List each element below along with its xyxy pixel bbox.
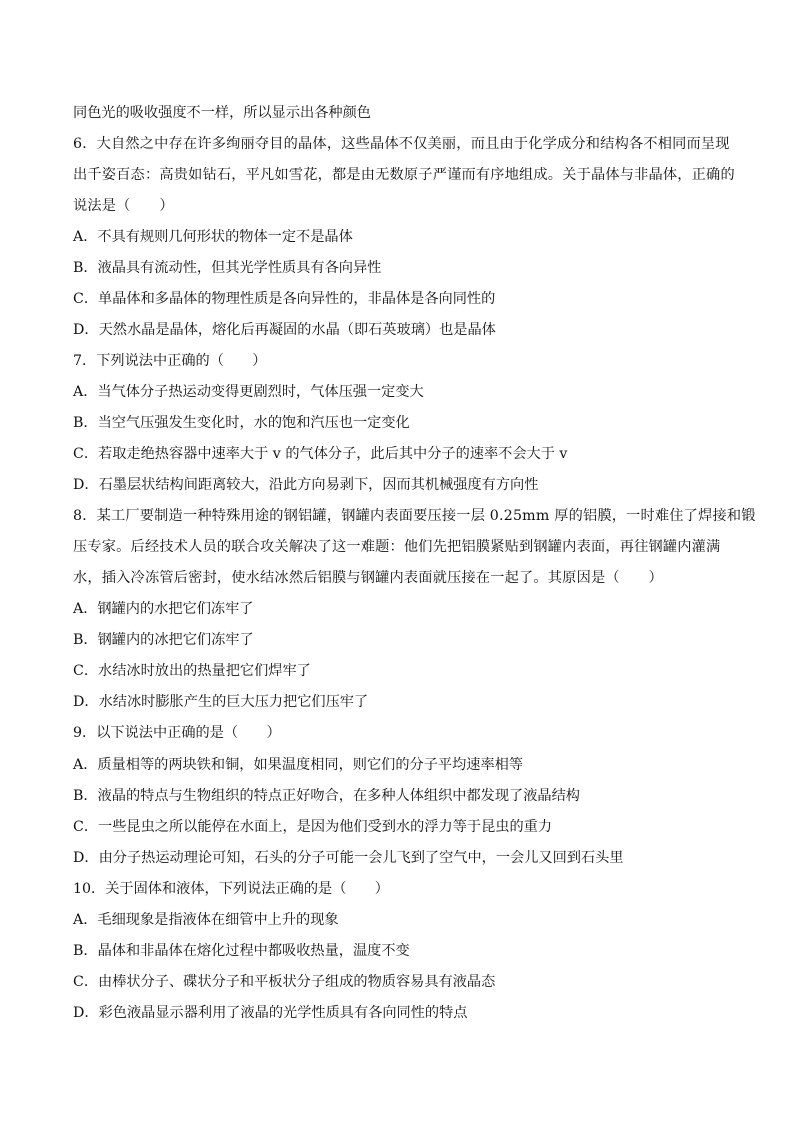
question-9-option-b: B．液晶的特点与生物组织的特点正好吻合，在多种人体组织中都发现了液晶结构 xyxy=(73,788,580,804)
question-6-stem-line-2: 出千姿百态：高贵如钻石，平凡如雪花，都是由无数原子严谨而有序地组成。关于晶体与非晶体，正确的 xyxy=(73,167,735,183)
question-6-stem-line-1: 6．大自然之中存在许多绚丽夺目的晶体，这些晶体不仅美丽，而且由于化学成分和结构各不相同而呈现 xyxy=(73,136,730,152)
question-6-option-a: A．不具有规则几何形状的物体一定不是晶体 xyxy=(73,229,353,245)
question-9-option-a: A．质量相等的两块铁和铜，如果温度相同，则它们的分子平均速率相等 xyxy=(73,757,524,773)
question-10-stem: 10．关于固体和液体，下列说法正确的是（ ） xyxy=(73,881,389,897)
question-7-option-d: D．石墨层状结构间距离较大，沿此方向易剥下，因而其机械强度有方向性 xyxy=(73,477,539,493)
question-7-option-b: B．当空气压强发生变化时，水的饱和汽压也一定变化 xyxy=(73,415,410,431)
question-10-option-a: A．毛细现象是指液体在细管中上升的现象 xyxy=(73,912,339,928)
question-9-option-d: D．由分子热运动理论可知，石头的分子可能一会儿飞到了空气中，一会儿又回到石头里 xyxy=(73,850,624,866)
question-8-option-a: A．钢罐内的水把它们冻牢了 xyxy=(73,601,254,617)
question-6-option-d: D．天然水晶是晶体，熔化后再凝固的水晶（即石英玻璃）也是晶体 xyxy=(73,322,496,338)
question-10-option-d: D．彩色液晶显示器利用了液晶的光学性质具有各向同性的特点 xyxy=(73,1005,468,1021)
intro-line: 同色光的吸收强度不一样，所以显示出各种颜色 xyxy=(73,105,371,121)
question-6-stem-line-3: 说法是（ ） xyxy=(73,198,174,214)
question-10-option-c: C．由棒状分子、碟状分子和平板状分子组成的物质容易具有液晶态 xyxy=(73,974,496,990)
question-6-option-c: C．单晶体和多晶体的物理性质是各向异性的，非晶体是各向同性的 xyxy=(73,291,496,307)
question-7-option-a: A．当气体分子热运动变得更剧烈时，气体压强一定变大 xyxy=(73,384,424,400)
question-8-option-b: B．钢罐内的冰把它们冻牢了 xyxy=(73,632,254,648)
question-9-option-c: C．一些昆虫之所以能停在水面上，是因为他们受到水的浮力等于昆虫的重力 xyxy=(73,819,553,835)
question-6-option-b: B．液晶具有流动性，但其光学性质具有各向异性 xyxy=(73,260,382,276)
question-7-option-c: C．若取走绝热容器中速率大于 v 的气体分子，此后其中分子的速率不会大于 v xyxy=(73,446,568,462)
question-7-stem: 7．下列说法中正确的（ ） xyxy=(73,353,267,369)
question-9-stem: 9．以下说法中正确的是（ ） xyxy=(73,725,281,741)
question-8-stem-line-3: 水，插入冷冻管后密封，使水结冰然后铝膜与钢罐内表面就压接在一起了。其原因是（ ） xyxy=(73,570,663,586)
question-8-stem-line-1: 8．某工厂要制造一种特殊用途的钢铝罐，钢罐内表面要压接一层 0.25mm 厚的铝膜，一时难住了焊接和锻 xyxy=(73,508,756,524)
question-8-option-c: C．水结冰时放出的热量把它们焊牢了 xyxy=(73,663,311,679)
question-8-option-d: D．水结冰时膨胀产生的巨大压力把它们压牢了 xyxy=(73,694,369,710)
question-10-option-b: B．晶体和非晶体在熔化过程中都吸收热量，温度不变 xyxy=(73,943,410,959)
question-8-stem-line-2: 压专家。后经技术人员的联合攻关解决了这一难题：他们先把铝膜紧贴到钢罐内表面，再往钢罐内灌满 xyxy=(73,539,721,555)
